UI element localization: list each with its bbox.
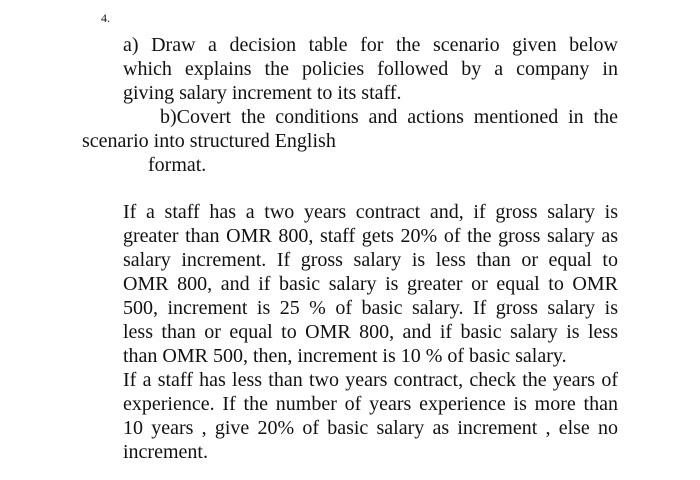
- scenario-line-1: If a staff has a two years contract and, if gross salary is: [123, 201, 618, 223]
- scenario-line-6: less than or equal to OMR 800, and if basic salary is less: [123, 321, 618, 343]
- scenario-line-7: than OMR 500, then, increment is 10 % of basic salary.: [123, 345, 567, 367]
- part-a-line-2: which explains the policies followed by a company in: [123, 58, 618, 80]
- part-b-line-3: format.: [148, 154, 207, 176]
- scenario-line-8: If a staff has less than two years contract, check the years of: [123, 369, 618, 391]
- scenario-line-4: OMR 800, and if basic salary is greater or equal to OMR: [123, 273, 618, 295]
- scenario-line-10: 10 years , give 20% of basic salary as increment , else no: [123, 417, 618, 439]
- question-number: 4.: [101, 11, 110, 25]
- scenario-line-9: experience. If the number of years experience is more than: [123, 393, 618, 415]
- part-b-line-1: b)Covert the conditions and actions mentioned in the: [160, 106, 618, 128]
- part-a-line-3: giving salary increment to its staff.: [123, 82, 402, 104]
- part-a-line-1: a) Draw a decision table for the scenario given below: [123, 34, 618, 56]
- scenario-line-5: 500, increment is 25 % of basic salary. If gross salary is: [123, 297, 618, 319]
- scenario-line-3: salary increment. If gross salary is less than or equal to: [123, 249, 618, 271]
- scenario-line-2: greater than OMR 800, staff gets 20% of the gross salary as: [123, 225, 618, 247]
- scenario-line-11: increment.: [123, 441, 208, 463]
- part-b-line-2: scenario into structured English: [82, 130, 336, 152]
